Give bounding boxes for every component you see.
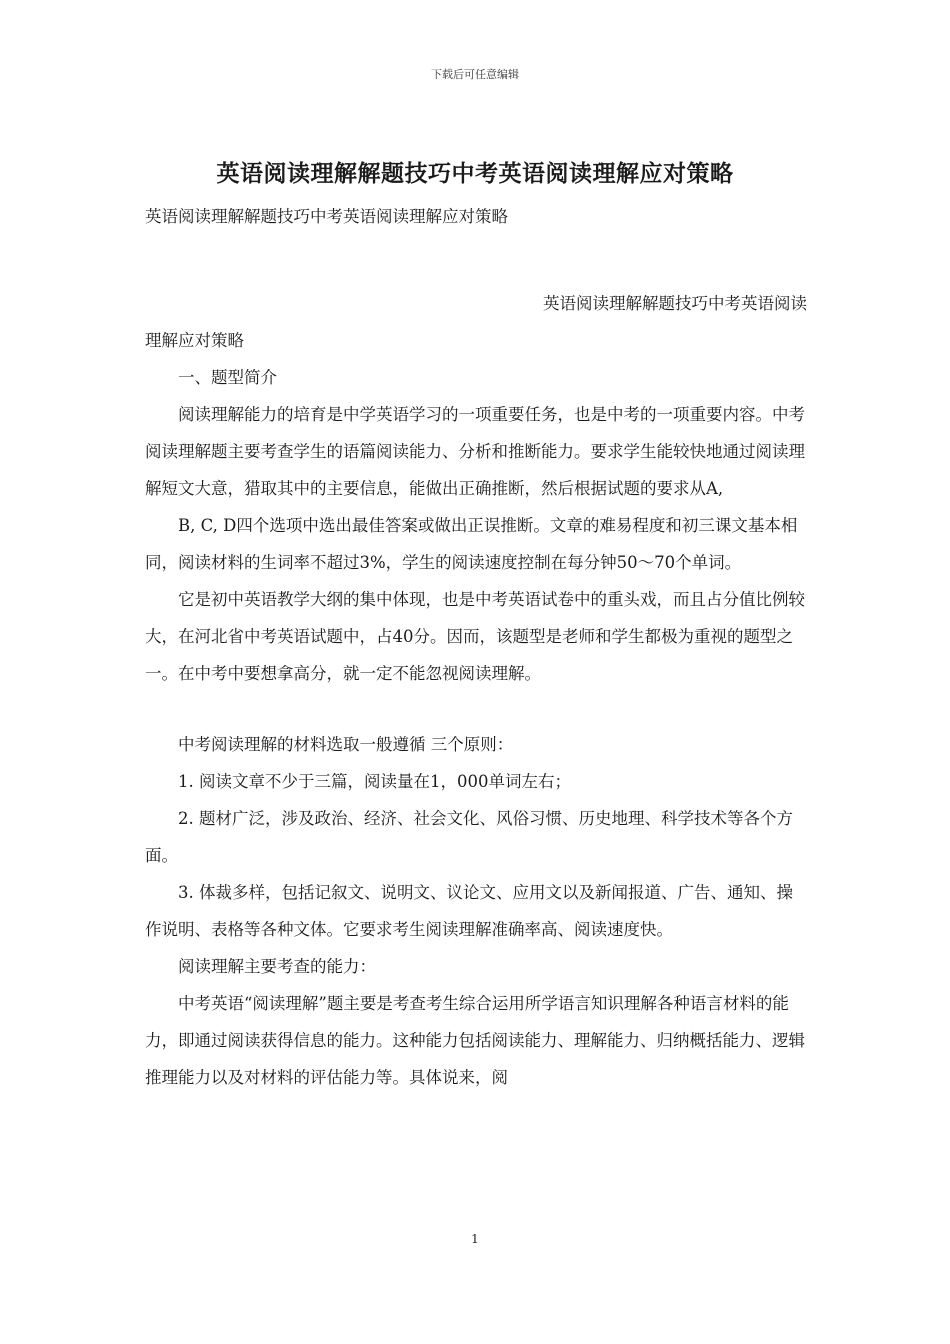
section-heading: 一、题型简介	[178, 368, 277, 387]
list-item-3: 3. 体裁多样，包括记叙文、说明文、议论文、应用文以及新闻报道、广告、通知、操作说明、表格等各种文体。它要求考生阅读理解准确率高、阅读速度快。	[145, 883, 793, 939]
paragraph-2: B, C, D四个选项中选出最佳答案或做出正误推断。文章的难易程度和初三课文基本相同，阅读材料的生词率不超过3%，学生的阅读速度控制在每分钟50～70个单词。	[145, 516, 798, 572]
paragraph-1: 阅读理解能力的培育是中学英语学习的一项重要任务，也是中考的一项重要内容。中考阅读理解题主要考查学生的语篇阅读能力、分析和推断能力。要求学生能较快地通过阅读理解短文大意，猎取其中的主要信息，能做出正确推断，然后根据试题的要求从A,	[145, 405, 805, 498]
document-subtitle: 英语阅读理解解题技巧中考英语阅读理解应对策略	[145, 207, 508, 226]
list-item-2: 2. 题材广泛，涉及政治、经济、社会文化、风俗习惯、历史地理、科学技术等各个方面。	[145, 809, 793, 865]
paragraph-6: 中考英语“阅读理解”题主要是考查考生综合运用所学语言知识理解各种语言材料的能力，即通过阅读获得信息的能力。这种能力包括阅读能力、理解能力、归纳概括能力、逻辑推理能力以及对材料的评估能力等。具体说来，阅	[145, 994, 805, 1087]
page-header-note: 下载后可任意编辑	[431, 68, 519, 81]
document-title: 英语阅读理解解题技巧中考英语阅读理解应对策略	[216, 161, 734, 187]
document-body	[145, 198, 807, 1096]
paragraph-3: 它是初中英语教学大纲的集中体现，也是中考英语试卷中的重头戏，而且占分值比例较大，在河北省中考英语试题中，占40分。因而，该题型是老师和学生都极为重视的题型之一。在中考中要想拿高分，就一定不能忽视阅读理解。	[145, 590, 805, 683]
paragraph-5: 阅读理解主要考查的能力：	[178, 957, 376, 976]
page-number: 1	[471, 1232, 479, 1246]
list-item-1: 1. 阅读文章不少于三篇，阅读量在1，000单词左右；	[178, 772, 571, 791]
spacer	[145, 235, 807, 285]
spacer	[145, 692, 807, 726]
heading-right-line: 英语阅读理解解题技巧中考英语阅读	[543, 294, 807, 313]
paragraph-4: 中考阅读理解的材料选取一般遵循 三个原则：	[178, 735, 514, 754]
heading-continuation: 理解应对策略	[145, 331, 244, 350]
